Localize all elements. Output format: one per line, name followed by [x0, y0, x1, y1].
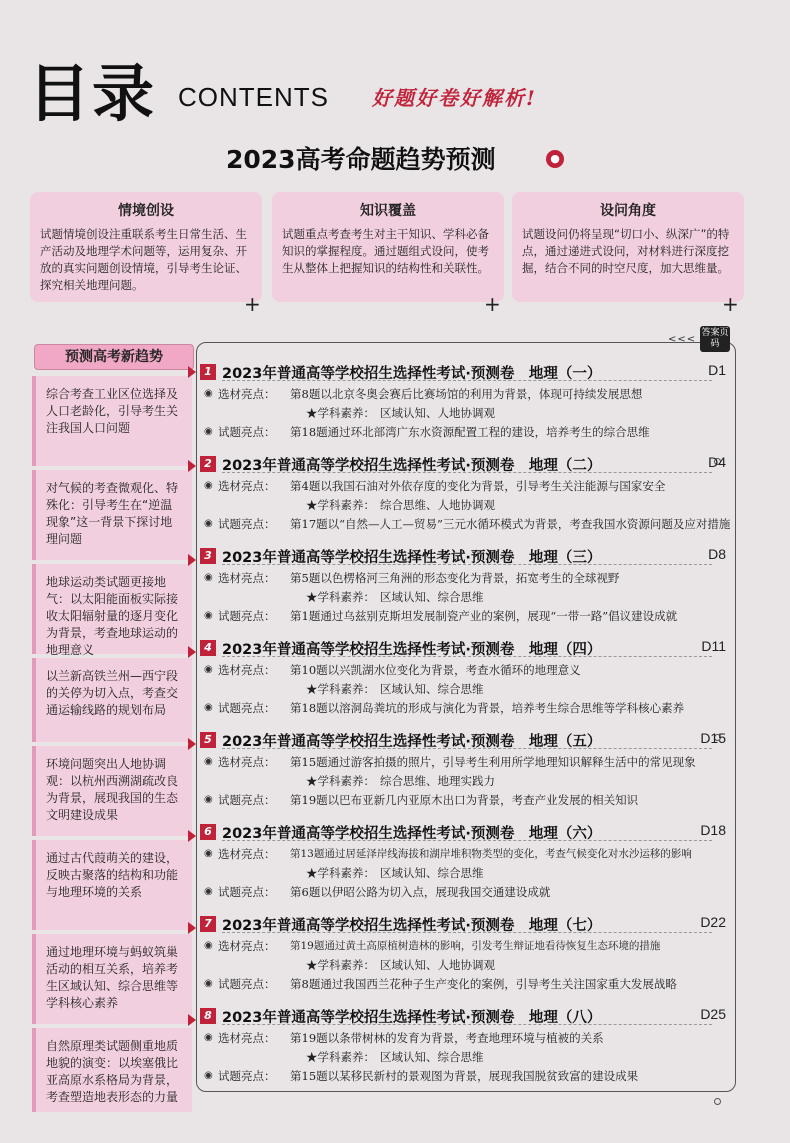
arrow-right-icon — [188, 1014, 196, 1026]
material-text: 第13题通过居延泽岸线海拔和湖岸堆积物类型的变化，考查气候变化对水沙运移的影响 — [290, 848, 692, 860]
dot-decoration — [714, 1098, 721, 1105]
material-label: 选材亮点： — [218, 1031, 276, 1045]
question-label: 试题亮点： — [218, 609, 276, 623]
question-text: 第15题以某移民新村的景观图为背景，展现我国脱贫致富的建设成果 — [290, 1069, 639, 1083]
entry-title[interactable]: 2023年普通高等学校招生选择性考试·预测卷 地理（五） — [222, 734, 602, 750]
toc-entry[interactable] — [200, 822, 730, 901]
material-text: 第8题以北京冬奥会赛后比赛场馆的利用为背景，体现可持续发展思想 — [290, 387, 643, 401]
material-text: 第5题以色楞格河三角洲的形态变化为背景，拓宽考生的全球视野 — [290, 571, 620, 585]
literacy-text: 区域认知、综合思维 — [380, 866, 484, 880]
entry-number: 4 — [200, 640, 216, 656]
material-label: 选材亮点： — [218, 939, 276, 953]
arrow-right-icon — [188, 738, 196, 750]
material-text: 第4题以我国石油对外依存度的变化为背景，引导考生关注能源与国家安全 — [290, 479, 666, 493]
trend-item: 综合考查工业区位选择及人口老龄化，引导考生关注我国人口问题 — [32, 376, 192, 466]
contents-label: CONTENTS — [178, 82, 329, 112]
dash-leader — [222, 656, 712, 657]
toc-entry[interactable] — [200, 914, 730, 993]
bullet-icon: ◉ — [204, 702, 213, 713]
trend-item: 自然原理类试题侧重地质地貌的演变：以埃塞俄比亚高原水系格局为背景，考查塑造地表形态的力量 — [32, 1028, 192, 1112]
card-body: 试题情境创设注重联系考生日常生活、生产活动及地理学术问题等，运用复杂、开放的真实问题创设情境，引导考生论证、探究相关地理问题。 — [40, 227, 247, 292]
literacy-text: 区域认知、综合思维 — [380, 682, 484, 696]
material-label: 选材亮点： — [218, 571, 276, 585]
entry-number: 1 — [200, 364, 216, 380]
material-label: 选材亮点： — [218, 755, 276, 769]
slogan: 好题好卷好解析! — [372, 86, 537, 110]
material-text: 第15题通过游客拍摄的照片，引导考生利用所学地理知识解释生活中的常见现象 — [290, 755, 696, 769]
entry-number: 5 — [200, 732, 216, 748]
trend-item: 通过地理环境与蚂蚁筑巢活动的相互关系，培养考生区域认知、综合思维等学科核心素养 — [32, 934, 192, 1024]
literacy-label: ★学科素养： — [306, 866, 375, 880]
card-title: 情境创设 — [118, 203, 174, 219]
arrows-decoration: <<< — [668, 334, 697, 345]
card-body: 试题重点考查考生对主干知识、学科必备知识的掌握程度。通过题组式设问，使考生从整体上把握知识的结构性和关联性。 — [282, 227, 489, 275]
material-label: 选材亮点： — [218, 479, 276, 493]
plus-icon: + — [722, 292, 739, 316]
trend-item: 通过古代葭萌关的建设，反映古聚落的结构和功能与地理环境的关系 — [32, 840, 192, 930]
material-label: 选材亮点： — [218, 663, 276, 677]
entry-title[interactable]: 2023年普通高等学校招生选择性考试·预测卷 地理（四） — [222, 642, 602, 658]
dash-leader — [222, 564, 712, 565]
entry-number: 2 — [200, 456, 216, 472]
question-text: 第6题以伊昭公路为切入点，展现我国交通建设成就 — [290, 885, 551, 899]
entry-page[interactable]: D1 — [708, 362, 726, 378]
plus-icon: + — [244, 292, 261, 316]
entry-title[interactable]: 2023年普通高等学校招生选择性考试·预测卷 地理（三） — [222, 550, 602, 566]
entry-page[interactable]: D8 — [708, 546, 726, 562]
bullet-icon: ◉ — [204, 664, 213, 675]
trend-item: 环境问题突出人地协调观：以杭州西溯湖疏改良为背景，展现我国的生态文明建设成果 — [32, 746, 192, 836]
entry-number: 8 — [200, 1008, 216, 1024]
entry-number: 3 — [200, 548, 216, 564]
toc-entry[interactable] — [200, 546, 730, 625]
dash-leader — [222, 380, 712, 381]
entry-page[interactable]: D18 — [700, 822, 726, 838]
bullet-icon: ◉ — [204, 886, 213, 897]
dash-leader — [222, 472, 712, 473]
bullet-icon: ◉ — [204, 388, 213, 399]
literacy-text: 区域认知、综合思维 — [380, 1050, 484, 1064]
card-body: 试题设问仍将呈现“切口小、纵深广”的特点，通过递进式设问，对材料进行深度挖掘，结合不同的时空尺度，加大思维量。 — [522, 227, 730, 275]
entry-title[interactable]: 2023年普通高等学校招生选择性考试·预测卷 地理（一） — [222, 366, 602, 382]
question-label: 试题亮点： — [218, 425, 276, 439]
bullet-icon: ◉ — [204, 480, 213, 491]
bullet-icon: ◉ — [204, 572, 213, 583]
entry-number: 6 — [200, 824, 216, 840]
bullet-icon: ◉ — [204, 610, 213, 621]
entry-page[interactable]: D25 — [700, 1006, 726, 1022]
arrow-right-icon — [188, 460, 196, 472]
trend-title: 2023高考命题趋势预测 — [226, 145, 496, 174]
left-heading: 预测高考新趋势 — [34, 344, 194, 370]
bullet-icon: ◉ — [204, 848, 213, 859]
entry-page[interactable]: D11 — [701, 638, 726, 654]
bullet-icon: ◉ — [204, 1032, 213, 1043]
entry-title[interactable]: 2023年普通高等学校招生选择性考试·预测卷 地理（八） — [222, 1010, 602, 1026]
question-text: 第18题以溶洞岛粪坑的形成与演化为背景，培养考生综合思维等学科核心素养 — [290, 701, 685, 715]
question-label: 试题亮点： — [218, 977, 276, 991]
trend-item: 对气候的考查微观化、特殊化：引导考生在“逆温现象”这一背景下探讨地理问题 — [32, 470, 192, 560]
question-text: 第8题通过我国西兰花种子生产变化的案例，引导考生关注国家重大发展战略 — [290, 977, 677, 991]
literacy-text: 综合思维、地理实践力 — [380, 774, 495, 788]
toc-entry[interactable] — [200, 362, 730, 441]
bullet-icon: ◉ — [204, 940, 213, 951]
literacy-label: ★学科素养： — [306, 498, 375, 512]
literacy-label: ★学科素养： — [306, 406, 375, 420]
arrow-right-icon — [188, 366, 196, 378]
entry-title[interactable]: 2023年普通高等学校招生选择性考试·预测卷 地理（七） — [222, 918, 602, 934]
card-scenario — [30, 192, 262, 302]
question-label: 试题亮点： — [218, 1069, 276, 1083]
bullet-icon: ◉ — [204, 1070, 213, 1081]
toc-entry[interactable] — [200, 638, 730, 717]
bullet-icon: ◉ — [204, 756, 213, 767]
entry-page[interactable]: D15 — [700, 730, 726, 746]
question-label: 试题亮点： — [218, 517, 276, 531]
material-label: 选材亮点： — [218, 847, 276, 861]
dash-leader — [222, 748, 712, 749]
question-label: 试题亮点： — [218, 701, 276, 715]
entry-number: 7 — [200, 916, 216, 932]
question-text: 第18题通过环北部湾广东水资源配置工程的建设，培养考生的综合思维 — [290, 425, 650, 439]
literacy-label: ★学科素养： — [306, 682, 375, 696]
dash-leader — [222, 932, 712, 933]
page-title: 目录 — [28, 57, 157, 130]
material-label: 选材亮点： — [218, 387, 276, 401]
answer-page-tag: 答案页码 — [700, 326, 730, 352]
toc-entry[interactable] — [200, 454, 730, 533]
bullet-icon: ◉ — [204, 426, 213, 437]
question-text: 第19题以巴布亚新几内亚原木出口为背景，考查产业发展的相关知识 — [290, 793, 639, 807]
entry-title[interactable]: 2023年普通高等学校招生选择性考试·预测卷 地理（六） — [222, 826, 602, 842]
bullet-icon: ◉ — [204, 518, 213, 529]
question-label: 试题亮点： — [218, 885, 276, 899]
literacy-label: ★学科素养： — [306, 1050, 375, 1064]
card-title: 设问角度 — [600, 203, 656, 219]
literacy-text: 区域认知、人地协调观 — [380, 958, 495, 972]
trend-item: 地球运动类试题更接地气：以太阳能面板实际接收太阳辐射量的逐月变化为背景，考查地球运动的地理意义 — [32, 564, 192, 654]
toc-entry[interactable] — [200, 730, 730, 809]
literacy-label: ★学科素养： — [306, 590, 375, 604]
toc-entry[interactable] — [200, 1006, 730, 1085]
material-text: 第19题以条带树林的发育为背景，考查地理环境与植被的关系 — [290, 1031, 604, 1045]
literacy-label: ★学科素养： — [306, 958, 375, 972]
arrow-right-icon — [188, 646, 196, 658]
question-label: 试题亮点： — [218, 793, 276, 807]
literacy-text: 区域认知、综合思维 — [380, 590, 484, 604]
question-text: 第1题通过乌兹别克斯坦发展制瓷产业的案例，展现“一带一路”倡议建设成就 — [290, 609, 678, 623]
location-pin-icon: ● — [546, 150, 564, 168]
entry-page[interactable]: D22 — [700, 914, 726, 930]
plus-icon: + — [484, 292, 501, 316]
material-text: 第19题通过黄土高原植树造林的影响，引发考生辩证地看待恢复生态环境的措施 — [290, 940, 661, 952]
literacy-text: 综合思维、人地协调观 — [380, 498, 495, 512]
arrow-right-icon — [188, 554, 196, 566]
card-title: 知识覆盖 — [360, 203, 416, 219]
dash-leader — [222, 1024, 712, 1025]
literacy-text: 区域认知、人地协调观 — [380, 406, 495, 420]
bullet-icon: ◉ — [204, 794, 213, 805]
arrow-right-icon — [188, 830, 196, 842]
entry-page[interactable]: D4 — [708, 454, 726, 470]
dash-leader — [222, 840, 712, 841]
question-text: 第17题以“自然—人工—贸易”三元水循环模式为背景，考查我国水资源问题及应对措施 — [290, 517, 731, 531]
material-text: 第10题以兴凯湖水位变化为背景，考查水循环的地理意义 — [290, 663, 581, 677]
literacy-label: ★学科素养： — [306, 774, 375, 788]
arrow-right-icon — [188, 922, 196, 934]
entry-title[interactable]: 2023年普通高等学校招生选择性考试·预测卷 地理（二） — [222, 458, 602, 474]
trend-item: 以兰新高铁兰州—西宁段的关停为切入点，考查交通运输线路的规划布局 — [32, 658, 192, 742]
bullet-icon: ◉ — [204, 978, 213, 989]
card-question-angle — [512, 192, 744, 302]
card-knowledge — [272, 192, 504, 302]
